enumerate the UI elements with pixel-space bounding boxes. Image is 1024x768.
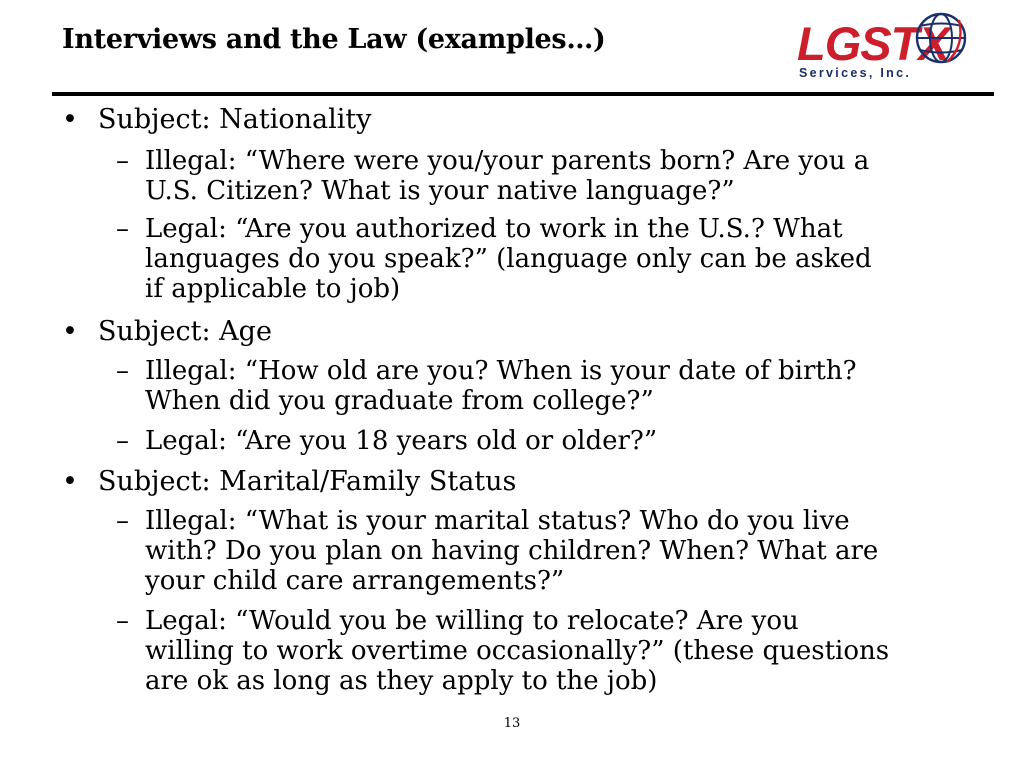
sub-item-line: Illegal: “How old are you? When is your date of birth?	[145, 356, 857, 386]
sub-item-line: if applicable to job)	[145, 274, 401, 304]
sub-item-line: Illegal: “Where were you/your parents born? Are you a	[145, 146, 870, 176]
sub-item-line: When did you graduate from college?”	[145, 386, 654, 416]
sub-item-line: Legal: “Are you 18 years old or older?”	[145, 426, 658, 456]
bullet-label: Subject: Age	[98, 316, 272, 347]
sub-item-line: Illegal: “What is your marital status? Who do you live	[145, 506, 850, 536]
dash-marker: –	[116, 506, 129, 536]
sub-item-line: are ok as long as they apply to the job)	[145, 666, 658, 696]
logo-wordmark: LGSTX	[797, 17, 949, 70]
sub-item-line: willing to work overtime occasionally?” (these questions	[145, 636, 890, 666]
sub-item-line: U.S. Citizen? What is your native language?”	[145, 176, 735, 206]
dash-marker: –	[116, 214, 129, 244]
dash-marker: –	[116, 606, 129, 636]
header-divider	[52, 92, 994, 96]
page-number: 13	[503, 716, 521, 731]
sub-item-line: languages do you speak?” (language only can be asked	[145, 244, 872, 274]
logo-subtitle: Services, Inc.	[799, 66, 912, 80]
dash-marker: –	[116, 426, 129, 456]
sub-item-line: Legal: “Would you be willing to relocate? Are you	[145, 606, 799, 636]
dash-marker: –	[116, 356, 129, 386]
sub-item-line: with? Do you plan on having children? When? What are	[145, 536, 879, 566]
dash-marker: –	[116, 146, 129, 176]
slide-title: Interviews and the Law (examples…)	[62, 24, 606, 55]
bullet-marker: •	[62, 466, 78, 497]
bullet-label: Subject: Marital/Family Status	[98, 466, 517, 497]
bullet-label: Subject: Nationality	[98, 104, 372, 135]
globe-icon	[913, 10, 969, 66]
company-logo	[795, 8, 975, 88]
bullet-marker: •	[62, 104, 78, 135]
sub-item-line: Legal: “Are you authorized to work in the U.S.? What	[145, 214, 843, 244]
bullet-marker: •	[62, 316, 78, 347]
sub-item-line: your child care arrangements?”	[145, 566, 565, 596]
